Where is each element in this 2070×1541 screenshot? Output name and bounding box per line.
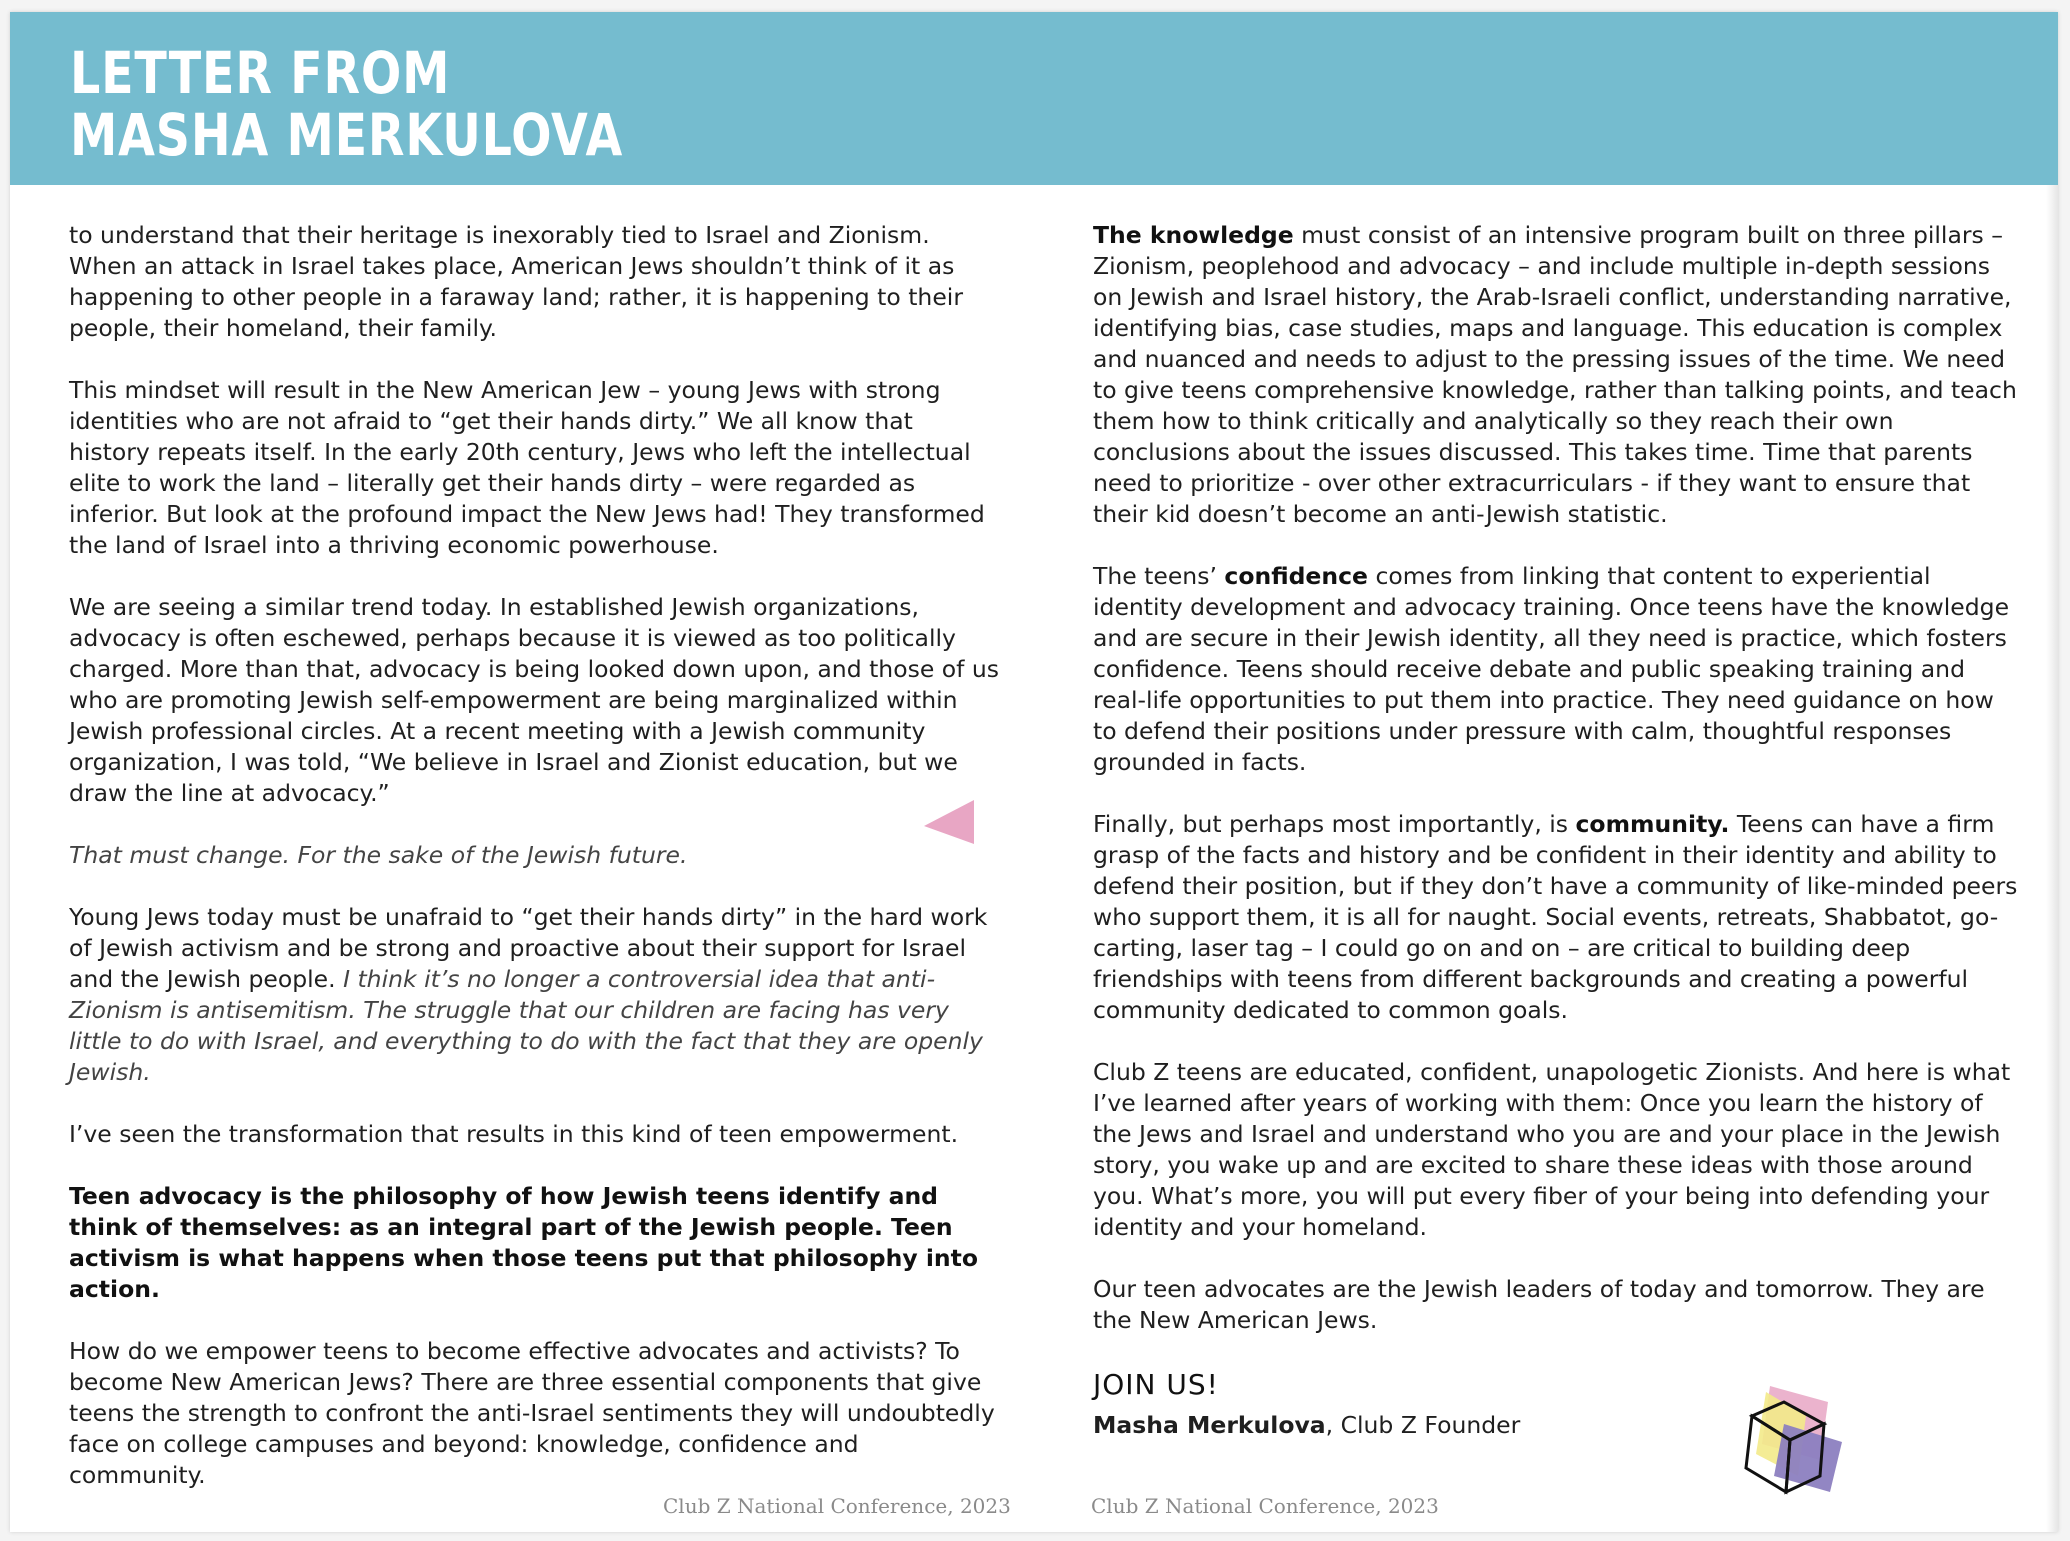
magazine-page (10, 12, 2058, 1532)
left-column (69, 220, 999, 1522)
right-paragraph-3-text: Teens can have a firm grasp of the facts and history and be confident in their identity and ability to defend their position, but if they don’t have a community of like-minded peers who support them, it is all for naught. Social events, retreats, Shabbatot, go-carting, laser tag – I could go on and on – are critical to building deep friendships with teens from different backgrounds and creating a powerful community dedicated to common goals. (1093, 810, 2018, 1024)
left-paragraph-2: This mindset will result in the New American Jew – young Jews with strong identities who are not afraid to “get their hands dirty.” We all know that history repeats itself. In the early 20th century, Jews who left the intellectual elite to work the land – literally get their hands dirty – were regarded as inferior. But look at the profound impact the New Jews had! They transformed the land of Israel into a thriving economic powerhouse. (69, 376, 985, 559)
right-paragraph-1 (1093, 220, 2023, 530)
left-paragraph-5-text: Young Jews today must be unafraid to “get their hands dirty” in the hard work of Jewish activism and be strong and proactive about their support for Israel and the Jewish people. (69, 903, 988, 993)
right-paragraph-2-text: comes from linking that content to experiential identity development and advocacy training. Once teens have the knowledge and are secure in their Jewish identity, all they need is practice, which fosters confidence. Teens should receive debate and public speaking training and real-life opportunities to put them into practice. They need guidance on how to defend their positions under pressure with calm, thoughtful responses grounded in facts. (1093, 562, 2010, 776)
left-paragraph-4: That must change. For the sake of the Jewish future. (69, 841, 688, 869)
right-paragraph-5: Our teen advocates are the Jewish leaders of today and tomorrow. They are the New American Jews. (1093, 1275, 1985, 1334)
title-line-1: LETTER FROM (70, 39, 451, 107)
header-banner (10, 12, 2058, 185)
left-paragraph-3: We are seeing a similar trend today. In established Jewish organizations, advocacy is often eschewed, perhaps because it is viewed as too politically charged. More than that, advocacy is being looked down upon, and those of us who are promoting Jewish self-empowerment are being marginalized within Jewish professional circles. At a recent meeting with a Jewish community organization, I was told, “We believe in Israel and Zionist education, but we draw the line at advocacy.” (69, 593, 1000, 807)
community-heading: community. (1575, 810, 1730, 838)
left-paragraph-5 (69, 902, 999, 1088)
footer-left: Club Z National Conference, 2023 (663, 1494, 1011, 1518)
right-paragraph-3 (1093, 809, 2023, 1026)
right-paragraph-4: Club Z teens are educated, confident, unapologetic Zionists. And here is what I’ve learned after years of working with them: Once you learn the history of the Jews and Israel and understand who you are and your place in the Jewish story, you wake up and are excited to share these ideas with those around you. What’s more, you will put every fiber of your being into defending your identity and your homeland. (1093, 1058, 2011, 1241)
pink-triangle-icon (920, 792, 980, 856)
left-paragraph-7: Teen advocacy is the philosophy of how Jewish teens identify and think of themselves: as an integral part of the Jewish people. Teen activism is what happens when those teens put that philosophy into action. (69, 1182, 978, 1303)
title-line-2: MASHA MERKULOVA (70, 101, 624, 169)
club-z-cube-icon (1730, 1372, 1860, 1506)
page-edge-shadow (2046, 185, 2058, 1532)
signature-role: , Club Z Founder (1325, 1411, 1521, 1439)
right-paragraph-2-start: The teens’ (1093, 562, 1225, 590)
confidence-heading: confidence (1224, 562, 1368, 590)
signature (1093, 1410, 1520, 1441)
right-paragraph-2 (1093, 561, 2023, 778)
page-title (70, 39, 624, 169)
join-us-heading: JOIN US! (1093, 1368, 1219, 1401)
left-paragraph-5-italic: I think it’s no longer a controversial idea that anti-Zionism is antisemitism. The struggle that our children are facing has very little to do with Israel, and everything to do with the fact that they are openly Jewish. (69, 965, 983, 1086)
knowledge-heading: The knowledge (1093, 221, 1294, 249)
right-column (1093, 220, 2023, 1367)
right-paragraph-1-text: must consist of an intensive program built on three pillars – Zionism, peoplehood and advocacy – and include multiple in-depth sessions on Jewish and Israel history, the Arab-Israeli conflict, understanding narrative, identifying bias, case studies, maps and language. This education is complex and nuanced and needs to adjust to the pressing issues of the time. We need to give teens comprehensive knowledge, rather than talking points, and teach them how to think critically and analytically so they reach their own conclusions about the issues discussed. This takes time. Time that parents need to prioritize - over other extracurriculars - if they want to ensure that their kid doesn’t become an anti-Jewish statistic. (1093, 221, 2017, 528)
left-paragraph-6: I’ve seen the transformation that results in this kind of teen empowerment. (69, 1120, 959, 1148)
right-paragraph-3-start: Finally, but perhaps most importantly, is (1093, 810, 1576, 838)
footer-right: Club Z National Conference, 2023 (1091, 1494, 1439, 1518)
left-paragraph-1: to understand that their heritage is inexorably tied to Israel and Zionism. When an attack in Israel takes place, American Jews shouldn’t think of it as happening to other people in a faraway land; rather, it is happening to their people, their homeland, their family. (69, 221, 963, 342)
left-paragraph-8: How do we empower teens to become effective advocates and activists? To become New American Jews? There are three essential components that give teens the strength to confront the anti-Israel sentiments they will undoubtedly face on college campuses and beyond: knowledge, confidence and community. (69, 1337, 995, 1489)
signature-name: Masha Merkulova (1093, 1411, 1326, 1439)
